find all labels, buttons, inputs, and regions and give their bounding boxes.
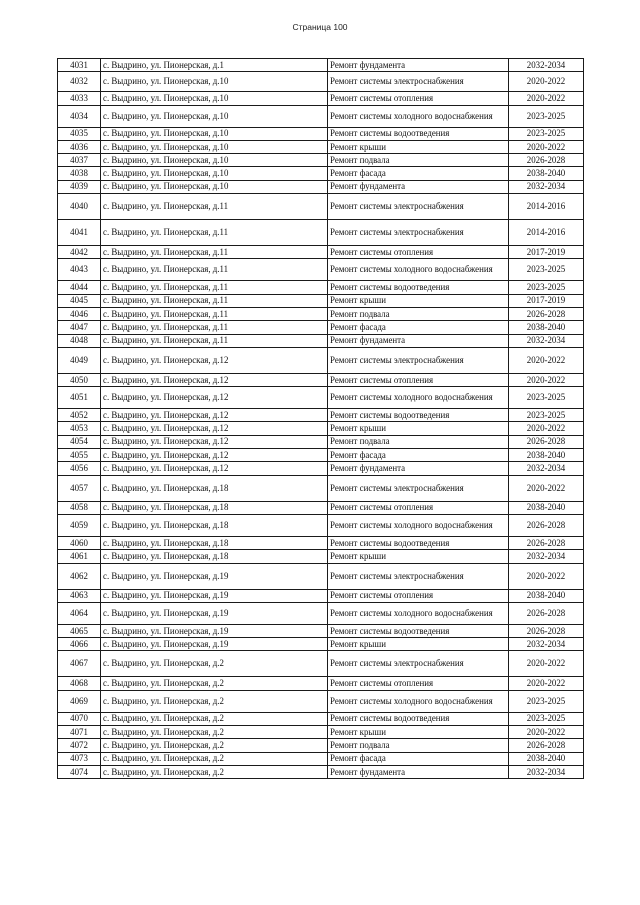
row-period: 2020-2022: [509, 726, 584, 739]
row-number: 4036: [58, 140, 101, 153]
row-address: с. Выдрино, ул. Пионерская, д.2: [101, 752, 328, 765]
row-number: 4046: [58, 307, 101, 320]
row-work-type: Ремонт системы холодного водоснабжения: [328, 690, 509, 712]
table-row: [58, 449, 584, 462]
row-work-type: Ремонт крыши: [328, 726, 509, 739]
row-work-type: Ремонт фундамента: [328, 765, 509, 778]
row-number: 4071: [58, 726, 101, 739]
row-number: 4051: [58, 387, 101, 409]
row-number: 4048: [58, 334, 101, 347]
table-row: [58, 373, 584, 386]
row-work-type: Ремонт системы водоотведения: [328, 624, 509, 637]
row-period: 2038-2040: [509, 589, 584, 602]
table-row: [58, 105, 584, 127]
table-row: [58, 690, 584, 712]
table-row: [58, 281, 584, 294]
row-address: с. Выдрино, ул. Пионерская, д.10: [101, 154, 328, 167]
row-period: 2023-2025: [509, 712, 584, 725]
row-work-type: Ремонт фасада: [328, 167, 509, 180]
row-period: 2032-2034: [509, 550, 584, 563]
row-number: 4062: [58, 563, 101, 589]
row-number: 4038: [58, 167, 101, 180]
row-address: с. Выдрино, ул. Пионерская, д.10: [101, 167, 328, 180]
row-work-type: Ремонт системы электроснабжения: [328, 347, 509, 373]
row-period: 2026-2028: [509, 536, 584, 549]
row-number: 4070: [58, 712, 101, 725]
row-address: с. Выдрино, ул. Пионерская, д.19: [101, 624, 328, 637]
table-row: [58, 194, 584, 220]
table-row: [58, 536, 584, 549]
table-row: [58, 92, 584, 105]
row-address: с. Выдрино, ул. Пионерская, д.18: [101, 550, 328, 563]
row-number: 4061: [58, 550, 101, 563]
row-work-type: Ремонт системы холодного водоснабжения: [328, 105, 509, 127]
row-address: с. Выдрино, ул. Пионерская, д.11: [101, 281, 328, 294]
row-address: с. Выдрино, ул. Пионерская, д.2: [101, 712, 328, 725]
page-header: Страница 100: [292, 22, 348, 32]
table-row: [58, 422, 584, 435]
table-row: [58, 59, 584, 72]
row-work-type: Ремонт крыши: [328, 140, 509, 153]
row-address: с. Выдрино, ул. Пионерская, д.11: [101, 307, 328, 320]
row-number: 4045: [58, 294, 101, 307]
row-work-type: Ремонт системы водоотведения: [328, 127, 509, 140]
table-body: [58, 59, 584, 779]
row-address: с. Выдрино, ул. Пионерская, д.2: [101, 726, 328, 739]
row-number: 4044: [58, 281, 101, 294]
row-period: 2020-2022: [509, 422, 584, 435]
table-row: [58, 475, 584, 501]
table-row: [58, 435, 584, 448]
row-work-type: Ремонт системы холодного водоснабжения: [328, 602, 509, 624]
row-work-type: Ремонт системы электроснабжения: [328, 563, 509, 589]
row-number: 4059: [58, 514, 101, 536]
row-address: с. Выдрино, ул. Пионерская, д.2: [101, 651, 328, 677]
table-row: [58, 259, 584, 281]
row-address: с. Выдрино, ул. Пионерская, д.19: [101, 589, 328, 602]
row-number: 4037: [58, 154, 101, 167]
row-address: с. Выдрино, ул. Пионерская, д.12: [101, 462, 328, 475]
row-address: с. Выдрино, ул. Пионерская, д.2: [101, 765, 328, 778]
row-number: 4060: [58, 536, 101, 549]
row-period: 2023-2025: [509, 127, 584, 140]
row-address: с. Выдрино, ул. Пионерская, д.19: [101, 638, 328, 651]
row-number: 4035: [58, 127, 101, 140]
row-work-type: Ремонт системы электроснабжения: [328, 651, 509, 677]
row-period: 2020-2022: [509, 677, 584, 690]
table-row: [58, 765, 584, 778]
row-period: 2038-2040: [509, 321, 584, 334]
row-period: 2020-2022: [509, 373, 584, 386]
table-row: [58, 409, 584, 422]
row-work-type: Ремонт системы отопления: [328, 677, 509, 690]
row-period: 2038-2040: [509, 501, 584, 514]
table-row: [58, 712, 584, 725]
row-period: 2032-2034: [509, 180, 584, 193]
row-address: с. Выдрино, ул. Пионерская, д.11: [101, 259, 328, 281]
row-work-type: Ремонт фундамента: [328, 462, 509, 475]
row-address: с. Выдрино, ул. Пионерская, д.12: [101, 449, 328, 462]
row-period: 2014-2016: [509, 194, 584, 220]
row-address: с. Выдрино, ул. Пионерская, д.18: [101, 536, 328, 549]
row-period: 2038-2040: [509, 449, 584, 462]
row-address: с. Выдрино, ул. Пионерская, д.19: [101, 602, 328, 624]
row-period: 2026-2028: [509, 514, 584, 536]
row-period: 2020-2022: [509, 72, 584, 92]
row-period: 2026-2028: [509, 624, 584, 637]
row-period: 2026-2028: [509, 739, 584, 752]
row-work-type: Ремонт системы электроснабжения: [328, 72, 509, 92]
row-work-type: Ремонт крыши: [328, 422, 509, 435]
table-row: [58, 602, 584, 624]
row-address: с. Выдрино, ул. Пионерская, д.12: [101, 435, 328, 448]
row-number: 4072: [58, 739, 101, 752]
row-work-type: Ремонт системы отопления: [328, 246, 509, 259]
row-period: 2038-2040: [509, 752, 584, 765]
row-address: с. Выдрино, ул. Пионерская, д.11: [101, 334, 328, 347]
row-work-type: Ремонт крыши: [328, 294, 509, 307]
row-number: 4058: [58, 501, 101, 514]
row-period: 2017-2019: [509, 246, 584, 259]
table-row: [58, 638, 584, 651]
row-period: 2026-2028: [509, 154, 584, 167]
row-address: с. Выдрино, ул. Пионерская, д.2: [101, 690, 328, 712]
row-address: с. Выдрино, ул. Пионерская, д.1: [101, 59, 328, 72]
row-period: 2023-2025: [509, 105, 584, 127]
table-row: [58, 307, 584, 320]
row-period: 2020-2022: [509, 475, 584, 501]
row-period: 2032-2034: [509, 638, 584, 651]
row-period: 2026-2028: [509, 307, 584, 320]
row-work-type: Ремонт системы холодного водоснабжения: [328, 387, 509, 409]
row-number: 4039: [58, 180, 101, 193]
row-period: 2038-2040: [509, 167, 584, 180]
row-address: с. Выдрино, ул. Пионерская, д.11: [101, 246, 328, 259]
row-work-type: Ремонт системы водоотведения: [328, 409, 509, 422]
table-row: [58, 167, 584, 180]
row-number: 4033: [58, 92, 101, 105]
row-number: 4055: [58, 449, 101, 462]
row-address: с. Выдрино, ул. Пионерская, д.2: [101, 739, 328, 752]
row-number: 4053: [58, 422, 101, 435]
row-period: 2020-2022: [509, 92, 584, 105]
row-number: 4043: [58, 259, 101, 281]
row-period: 2020-2022: [509, 563, 584, 589]
row-period: 2023-2025: [509, 387, 584, 409]
row-number: 4050: [58, 373, 101, 386]
table-row: [58, 321, 584, 334]
row-work-type: Ремонт системы отопления: [328, 373, 509, 386]
row-address: с. Выдрино, ул. Пионерская, д.18: [101, 475, 328, 501]
row-period: 2023-2025: [509, 281, 584, 294]
row-number: 4068: [58, 677, 101, 690]
row-work-type: Ремонт фасада: [328, 752, 509, 765]
row-number: 4064: [58, 602, 101, 624]
table-row: [58, 624, 584, 637]
row-period: 2026-2028: [509, 435, 584, 448]
table-row: [58, 550, 584, 563]
row-number: 4063: [58, 589, 101, 602]
table-row: [58, 334, 584, 347]
row-work-type: Ремонт системы водоотведения: [328, 712, 509, 725]
table-row: [58, 651, 584, 677]
row-number: 4066: [58, 638, 101, 651]
row-number: 4069: [58, 690, 101, 712]
row-work-type: Ремонт системы отопления: [328, 501, 509, 514]
row-period: 2032-2034: [509, 334, 584, 347]
table-row: [58, 752, 584, 765]
row-work-type: Ремонт системы холодного водоснабжения: [328, 514, 509, 536]
row-period: 2023-2025: [509, 409, 584, 422]
row-address: с. Выдрино, ул. Пионерская, д.2: [101, 677, 328, 690]
row-address: с. Выдрино, ул. Пионерская, д.19: [101, 563, 328, 589]
row-address: с. Выдрино, ул. Пионерская, д.12: [101, 409, 328, 422]
row-work-type: Ремонт системы электроснабжения: [328, 220, 509, 246]
row-number: 4042: [58, 246, 101, 259]
table-row: [58, 180, 584, 193]
row-address: с. Выдрино, ул. Пионерская, д.10: [101, 105, 328, 127]
row-address: с. Выдрино, ул. Пионерская, д.10: [101, 92, 328, 105]
row-address: с. Выдрино, ул. Пионерская, д.11: [101, 321, 328, 334]
row-period: 2020-2022: [509, 651, 584, 677]
table-row: [58, 514, 584, 536]
row-address: с. Выдрино, ул. Пионерская, д.10: [101, 72, 328, 92]
row-number: 4032: [58, 72, 101, 92]
row-work-type: Ремонт системы электроснабжения: [328, 475, 509, 501]
table-row: [58, 140, 584, 153]
row-address: с. Выдрино, ул. Пионерская, д.18: [101, 501, 328, 514]
row-work-type: Ремонт фундамента: [328, 334, 509, 347]
row-number: 4057: [58, 475, 101, 501]
row-address: с. Выдрино, ул. Пионерская, д.12: [101, 347, 328, 373]
row-number: 4056: [58, 462, 101, 475]
row-address: с. Выдрино, ул. Пионерская, д.11: [101, 194, 328, 220]
table-row: [58, 154, 584, 167]
row-work-type: Ремонт системы водоотведения: [328, 281, 509, 294]
table-row: [58, 347, 584, 373]
row-address: с. Выдрино, ул. Пионерская, д.10: [101, 140, 328, 153]
row-address: с. Выдрино, ул. Пионерская, д.12: [101, 422, 328, 435]
table-row: [58, 294, 584, 307]
row-number: 4074: [58, 765, 101, 778]
row-address: с. Выдрино, ул. Пионерская, д.11: [101, 220, 328, 246]
row-number: 4052: [58, 409, 101, 422]
table-row: [58, 501, 584, 514]
row-work-type: Ремонт фундамента: [328, 59, 509, 72]
row-work-type: Ремонт крыши: [328, 550, 509, 563]
row-period: 2020-2022: [509, 140, 584, 153]
row-address: с. Выдрино, ул. Пионерская, д.10: [101, 180, 328, 193]
table-row: [58, 677, 584, 690]
row-period: 2023-2025: [509, 690, 584, 712]
table-row: [58, 563, 584, 589]
table-row: [58, 739, 584, 752]
table-row: [58, 246, 584, 259]
row-work-type: Ремонт фасада: [328, 449, 509, 462]
row-work-type: Ремонт подвала: [328, 739, 509, 752]
row-work-type: Ремонт системы водоотведения: [328, 536, 509, 549]
row-period: 2032-2034: [509, 765, 584, 778]
row-number: 4054: [58, 435, 101, 448]
table-row: [58, 127, 584, 140]
row-work-type: Ремонт системы отопления: [328, 589, 509, 602]
row-address: с. Выдрино, ул. Пионерская, д.12: [101, 373, 328, 386]
row-period: 2032-2034: [509, 59, 584, 72]
row-address: с. Выдрино, ул. Пионерская, д.11: [101, 294, 328, 307]
row-number: 4067: [58, 651, 101, 677]
row-number: 4049: [58, 347, 101, 373]
row-address: с. Выдрино, ул. Пионерская, д.10: [101, 127, 328, 140]
row-address: с. Выдрино, ул. Пионерская, д.12: [101, 387, 328, 409]
row-number: 4040: [58, 194, 101, 220]
row-work-type: Ремонт крыши: [328, 638, 509, 651]
row-number: 4065: [58, 624, 101, 637]
row-work-type: Ремонт подвала: [328, 435, 509, 448]
row-work-type: Ремонт подвала: [328, 307, 509, 320]
row-period: 2020-2022: [509, 347, 584, 373]
row-number: 4031: [58, 59, 101, 72]
row-period: 2017-2019: [509, 294, 584, 307]
row-number: 4034: [58, 105, 101, 127]
table-row: [58, 726, 584, 739]
row-work-type: Ремонт системы холодного водоснабжения: [328, 259, 509, 281]
row-work-type: Ремонт системы электроснабжения: [328, 194, 509, 220]
row-period: 2032-2034: [509, 462, 584, 475]
row-period: 2026-2028: [509, 602, 584, 624]
table-row: [58, 462, 584, 475]
table-row: [58, 589, 584, 602]
row-work-type: Ремонт системы отопления: [328, 92, 509, 105]
table-row: [58, 220, 584, 246]
row-number: 4041: [58, 220, 101, 246]
row-work-type: Ремонт фасада: [328, 321, 509, 334]
row-work-type: Ремонт фундамента: [328, 180, 509, 193]
row-period: 2014-2016: [509, 220, 584, 246]
row-number: 4073: [58, 752, 101, 765]
row-number: 4047: [58, 321, 101, 334]
table-row: [58, 72, 584, 92]
table-row: [58, 387, 584, 409]
repair-schedule-table: [57, 58, 584, 779]
row-address: с. Выдрино, ул. Пионерская, д.18: [101, 514, 328, 536]
row-work-type: Ремонт подвала: [328, 154, 509, 167]
row-period: 2023-2025: [509, 259, 584, 281]
